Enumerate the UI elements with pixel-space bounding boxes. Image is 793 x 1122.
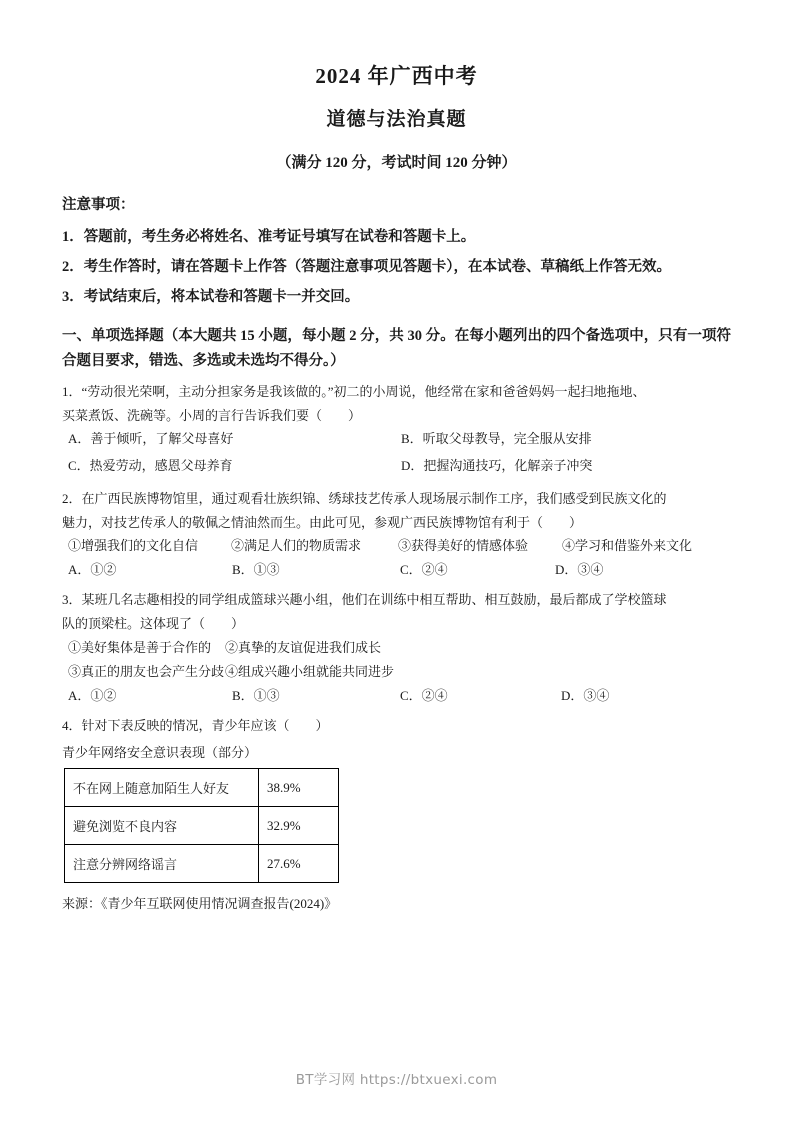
notice-heading: 注意事项： [62, 197, 135, 214]
awareness-table [64, 768, 339, 883]
question-3-statement-2: ②真挚的友谊促进我们成长 [225, 639, 382, 655]
table-cell-label: 注意分辨网络谣言 [65, 845, 259, 883]
question-2-option-c[interactable]: C．②④ [400, 562, 448, 578]
table-cell-label: 避免浏览不良内容 [65, 807, 259, 845]
question-1-options-row-2 [62, 454, 731, 481]
question-4-stem-line-1: 4．针对下表反映的情况，青少年应该（ ） [62, 717, 329, 733]
question-2 [62, 487, 731, 582]
table-source: 来源：《青少年互联网使用情况调查报告(2024)》 [62, 896, 338, 912]
section-heading-single-choice: 一、单项选择题（本大题共 15 小题，每小题 2 分，共 30 分。在每小题列出的四个备选项中，只有一项符合题目要求，错选、多选或未选均不得分。） [62, 327, 731, 369]
question-3-options-row [62, 684, 731, 708]
question-2-statement-1: ①增强我们的文化自信 [68, 538, 199, 554]
table-cell-label: 不在网上随意加陌生人好友 [65, 769, 259, 807]
question-3-option-a[interactable]: A．①② [68, 687, 117, 703]
question-1-option-c[interactable]: C．热爱劳动，感恩父母养育 [68, 458, 233, 474]
question-2-statement-2: ②满足人们的物质需求 [231, 538, 362, 554]
question-3-statements-row-2 [62, 660, 731, 684]
question-3-option-b[interactable]: B．①③ [232, 687, 280, 703]
question-1-stem-line-2: 买菜煮饭、洗碗等。小周的言行告诉我们要（ ） [62, 407, 362, 423]
question-3-stem-line-2: 队的顶梁柱。这体现了（ ） [62, 616, 245, 632]
table-caption: 青少年网络安全意识表现（部分） [62, 745, 258, 761]
question-3-statement-1: ①美好集体是善于合作的 [68, 639, 212, 655]
question-1-options-row-1 [62, 427, 731, 454]
page-subtitle: 道德与法治真题 [326, 109, 467, 131]
notice-item-1: 1．答题前，考生务必将姓名、准考证号填写在试卷和答题卡上。 [62, 229, 476, 246]
table-row [65, 845, 339, 883]
question-2-statements [62, 534, 731, 558]
table-row [65, 807, 339, 845]
question-1-option-b[interactable]: B．听取父母教导，完全服从安排 [401, 431, 592, 447]
question-2-statement-3: ③获得美好的情感体验 [398, 538, 529, 554]
question-2-option-b[interactable]: B．①③ [232, 562, 280, 578]
table-cell-value: 32.9% [259, 807, 339, 845]
question-3-statement-3: ③真正的朋友也会产生分歧 [68, 663, 225, 679]
notice-item-2: 2．考生作答时，请在答题卡上作答（答题注意事项见答题卡），在本试卷、草稿纸上作答无效。 [62, 259, 671, 276]
question-1-stem-line-1: 1．“劳动很光荣啊，主动分担家务是我该做的。”初二的小周说，他经常在家和爸爸妈妈一起扫地拖地、 [62, 383, 646, 399]
table-cell-value: 38.9% [259, 769, 339, 807]
question-2-option-d[interactable]: D．③④ [555, 562, 604, 578]
question-2-stem-line-2: 魅力，对技艺传承人的敬佩之情油然而生。由此可见，参观广西民族博物馆有利于（ ） [62, 514, 583, 530]
table-row [65, 769, 339, 807]
page-title: 2024 年广西中考 [315, 64, 478, 88]
question-1 [62, 380, 731, 481]
question-3-stem-line-1: 3．某班几名志趣相投的同学组成篮球兴趣小组，他们在训练中相互帮助、相互鼓励，最后都成了学校篮球 [62, 592, 667, 608]
score-time-line: （满分 120 分，考试时间 120 分钟） [276, 154, 517, 171]
question-2-options-row [62, 558, 731, 582]
question-3-statements-row-1 [62, 636, 731, 660]
question-2-option-a[interactable]: A．①② [68, 562, 117, 578]
notice-block [62, 197, 731, 309]
question-2-statement-4: ④学习和借鉴外来文化 [562, 538, 693, 554]
question-2-stem-line-1: 2．在广西民族博物馆里，通过观看壮族织锦、绣球技艺传承人现场展示制作工序，我们感受到民族文化的 [62, 491, 667, 507]
question-1-option-d[interactable]: D．把握沟通技巧，化解亲子冲突 [401, 458, 593, 474]
question-3-option-c[interactable]: C．②④ [400, 687, 448, 703]
question-4 [62, 714, 731, 916]
question-1-option-a[interactable]: A．善于倾听，了解父母喜好 [68, 431, 234, 447]
question-3 [62, 588, 731, 707]
site-watermark: BT学习网 https://btxuexi.com [295, 1072, 498, 1088]
table-cell-value: 27.6% [259, 845, 339, 883]
question-3-option-d[interactable]: D．③④ [561, 687, 610, 703]
question-3-statement-4: ④组成兴趣小组就能共同进步 [225, 663, 395, 679]
notice-item-3: 3．考试结束后，将本试卷和答题卡一并交回。 [62, 289, 360, 306]
